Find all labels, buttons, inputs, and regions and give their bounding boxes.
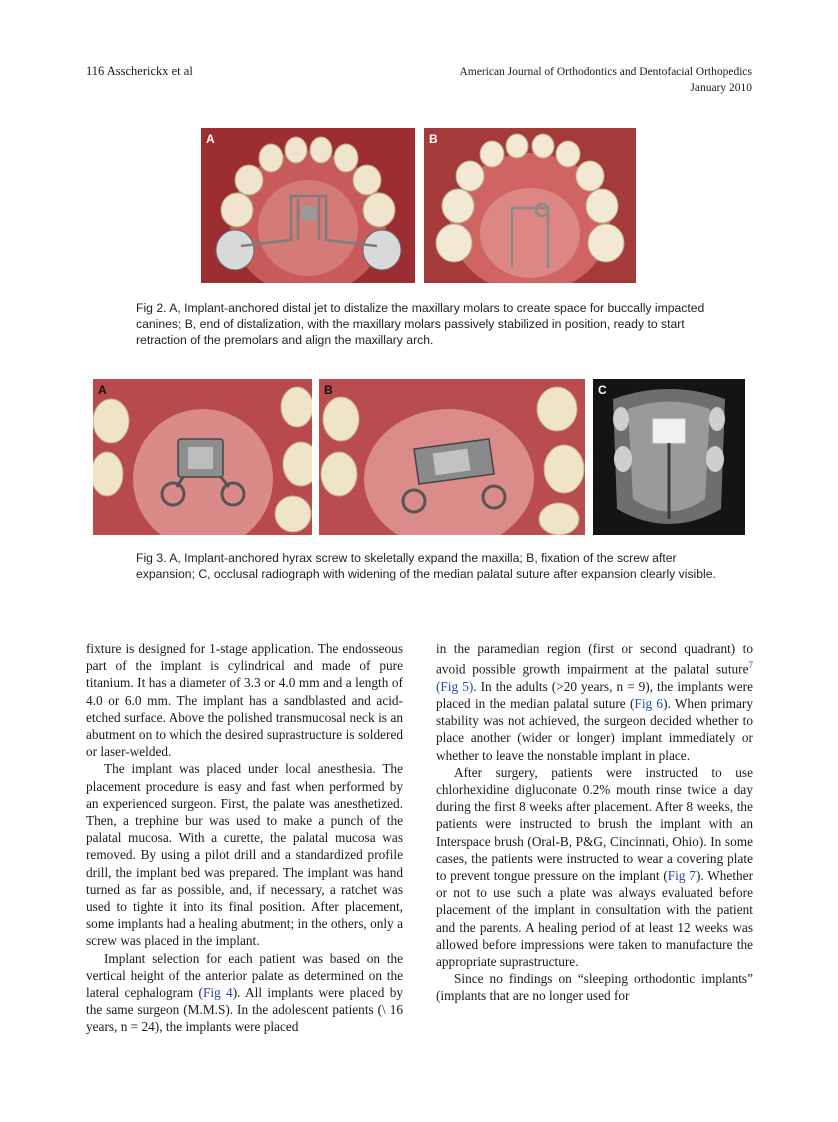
paragraph: Since no findings on “sleeping orthodontic implants” (implants that are no longer used for: [436, 971, 753, 1004]
running-header-right: [459, 64, 752, 96]
fig3-label-a: A: [98, 383, 107, 397]
fig6-link[interactable]: Fig 6: [634, 696, 664, 712]
fig2-photo-a: [201, 128, 415, 283]
reference-7-link[interactable]: 7: [748, 660, 753, 671]
fig2-label-b: B: [429, 132, 438, 146]
body-column-left: [86, 640, 403, 1036]
fig2-photo-b: [424, 128, 636, 283]
paragraph: After surgery, patients were instructed to use chlorhexidine digluconate 0.2% mouth rinse twice a day during the first 8 weeks after placement. After 8 weeks, the patients were instructed to brush the implant with an Interspace brush (Oral-B, P&G, Cincinnati, Ohio). In some cases, the patients were instructed to wear a covering plate to prevent tongue pressure on the implant (Fig 7). Whether or not to use such a plate was always evaluated before placement of the implant in consultation with the patient and the parents. A healing period of at least 12 weeks was allowed before impressions were taken to manufacture the appropriate suprastructure.: [436, 764, 754, 970]
running-header-left: 116 Asscherickx et al: [86, 64, 193, 78]
fig2-caption: Fig 2. A, Implant-anchored distal jet to distalize the maxillary molars to create space for buccally impacted canines; B, end of distalization, with the maxillary molars passively stabilized in position, ready to start retraction of the premolars and align the maxillary arch.: [136, 301, 705, 347]
fig3-caption: Fig 3. A, Implant-anchored hyrax screw to skeletally expand the maxilla; B, fixation of the screw after expansion; C, occlusal radiograph with widening of the median palatal suture after expansion clearly visible.: [136, 551, 716, 581]
paragraph: The implant was placed under local anesthesia. The placement procedure is easy and fast when performed by an experienced surgeon. First, the palate was anesthetized. Then, a trephine bur was used to make a punch of the palatal mucosa. With a curette, the palatal mucosa was removed. By using a pilot drill and a standardized profile drill, the implant bed was prepared. The implant was hand turned as far as possible, and, if necessary, a ratchet was used to tighte it into its final position. After placement, some implants had a healing abutment; in the others, only a screw was placed in the implant.: [86, 761, 403, 949]
paragraph: Implant selection for each patient was based on the vertical height of the anterior palate as determined on the lateral cephalogram (Fig 4). All implants were placed by the same surgeon (M.M.S). In the adolescent patients (\ 16 years, n = 24), the implants were placed: [86, 950, 403, 1035]
fig2-label-a: A: [206, 132, 215, 146]
paragraph: fixture is designed for 1-stage application. The endosseous part of the implant is cylindrical and made of pure titanium. It has a diameter of 3.3 or 4.0 mm and a length of 4.0 or 6.0 mm. The implant has a sandblasted and acid-etched surface. Above the polished transmucosal neck is an abutment on to which the desired suprastructure is soldered or laser-welded.: [86, 641, 403, 760]
journal-name: American Journal of Orthodontics and Dentofacial Orthopedics: [459, 66, 752, 78]
fig3-photo-b: [319, 379, 585, 535]
fig3-label-c: C: [598, 383, 607, 397]
issue-date: January 2010: [690, 82, 752, 94]
fig4-link[interactable]: Fig 4: [202, 985, 233, 1001]
fig3-radiograph-c: [593, 379, 745, 535]
paragraph: in the paramedian region (first or second quadrant) to avoid possible growth impairment at the palatal suture$^7$ (Fig 5). In the adults (>20 years, n = 9), the implants were placed in the median palatal suture (Fig 6). When primary stability was not achieved, the surgeon decided whether to place another (wider or longer) implant immediately or whether to leave the nonstable implant in place.: [436, 641, 753, 763]
fig7-link[interactable]: Fig 7: [667, 868, 696, 884]
fig5-link[interactable]: (Fig 5): [436, 678, 474, 694]
fig3-label-b: B: [324, 383, 333, 397]
fig3-photo-a: [93, 379, 312, 535]
body-column-right: [436, 640, 753, 1005]
